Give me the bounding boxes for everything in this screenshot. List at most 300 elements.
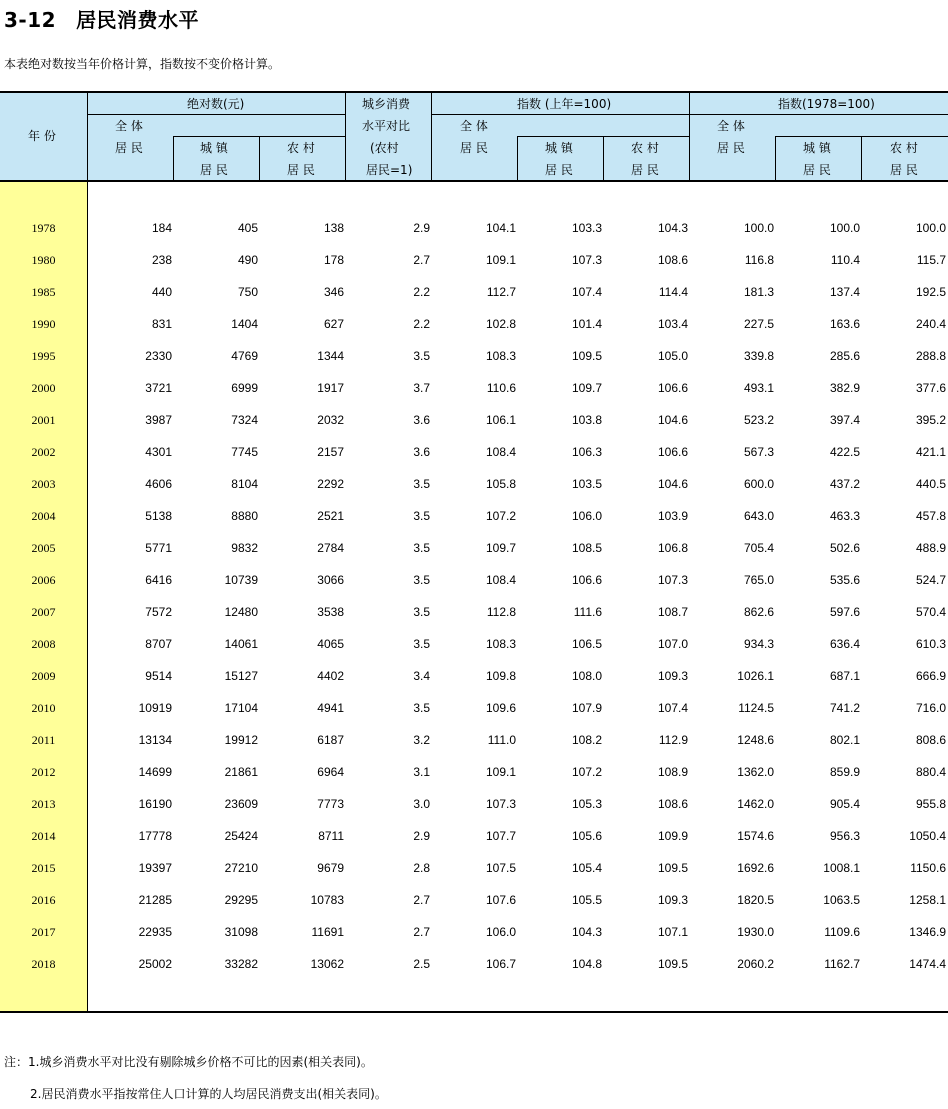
value-cell: 106.7 (485, 957, 516, 971)
header-rural-l2: 居 民 (287, 163, 315, 177)
value-cell: 9514 (145, 669, 172, 683)
value-cell: 184 (151, 221, 172, 235)
value-cell: 101.4 (571, 317, 602, 331)
year-cell: 2010 (31, 701, 56, 715)
value-cell: 1346.9 (909, 925, 946, 939)
value-cell: 1820.5 (737, 893, 774, 907)
value-cell: 8104 (231, 477, 258, 491)
vrule (775, 136, 776, 181)
year-cell: 2008 (31, 637, 56, 651)
year-cell: 2016 (31, 893, 56, 907)
value-cell: 3.2 (413, 733, 430, 747)
value-cell: 105.4 (571, 861, 602, 875)
year-cell: 2013 (31, 797, 56, 811)
rule-top (0, 91, 948, 93)
header-index-prev-group: 指数 (上年=100) (517, 97, 612, 111)
value-cell: 110.4 (830, 253, 860, 267)
value-cell: 108.4 (485, 573, 516, 587)
value-cell: 600.0 (743, 477, 774, 491)
value-cell: 107.1 (657, 925, 688, 939)
value-cell: 10783 (310, 893, 344, 907)
value-cell: 11691 (311, 925, 344, 939)
value-cell: 643.0 (743, 509, 774, 523)
value-cell: 421.1 (915, 445, 946, 459)
value-cell: 2521 (317, 509, 344, 523)
vrule (345, 92, 346, 181)
value-cell: 3.6 (413, 445, 430, 459)
year-cell: 1980 (31, 253, 56, 267)
value-cell: 2060.2 (737, 957, 774, 971)
year-cell: 1985 (31, 285, 56, 299)
value-cell: 178 (323, 253, 344, 267)
value-cell: 1362.0 (737, 765, 774, 779)
value-cell: 137.4 (829, 285, 860, 299)
value-cell: 13134 (138, 733, 172, 747)
value-cell: 3.5 (413, 349, 430, 363)
value-cell: 4941 (317, 701, 344, 715)
header-index-1978-group: 指数(1978=100) (778, 97, 875, 111)
year-cell: 1995 (31, 349, 56, 363)
value-cell: 8711 (318, 829, 344, 843)
value-cell: 705.4 (743, 541, 774, 555)
header-all-l2: 居 民 (460, 141, 488, 155)
value-cell: 108.3 (485, 349, 516, 363)
value-cell: 103.5 (571, 477, 602, 491)
value-cell: 13062 (310, 957, 344, 971)
value-cell: 114.4 (658, 285, 688, 299)
value-cell: 597.6 (829, 605, 860, 619)
value-cell: 440 (151, 285, 172, 299)
value-cell: 112.9 (658, 733, 688, 747)
value-cell: 111.0 (487, 733, 516, 747)
header-urban-l1: 城 镇 (200, 141, 228, 155)
value-cell: 23609 (224, 797, 258, 811)
header-urban-l2: 居 民 (545, 163, 573, 177)
value-cell: 1474.4 (909, 957, 946, 971)
value-cell: 2.2 (413, 317, 430, 331)
value-cell: 1150.6 (910, 861, 946, 875)
value-cell: 570.4 (915, 605, 946, 619)
value-cell: 109.8 (485, 669, 516, 683)
header-ratio-l1: 城乡消费 (362, 97, 411, 111)
rule-group-header (87, 114, 345, 115)
value-cell: 107.2 (485, 509, 516, 523)
year-cell: 2005 (31, 541, 56, 555)
value-cell: 8707 (145, 637, 172, 651)
value-cell: 666.9 (915, 669, 946, 683)
value-cell: 108.5 (571, 541, 602, 555)
value-cell: 1248.6 (737, 733, 774, 747)
value-cell: 934.3 (743, 637, 774, 651)
value-cell: 741.2 (829, 701, 860, 715)
year-cell: 2018 (31, 957, 56, 971)
value-cell: 831 (151, 317, 172, 331)
value-cell: 19397 (138, 861, 172, 875)
value-cell: 108.2 (571, 733, 602, 747)
value-cell: 880.4 (915, 765, 946, 779)
value-cell: 238 (151, 253, 172, 267)
value-cell: 1162.7 (824, 957, 860, 971)
value-cell: 567.3 (743, 445, 774, 459)
header-urban-l1: 城 镇 (545, 141, 573, 155)
value-cell: 107.3 (571, 253, 602, 267)
value-cell: 7572 (145, 605, 172, 619)
value-cell: 8880 (231, 509, 258, 523)
value-cell: 2.9 (413, 829, 430, 843)
value-cell: 105.3 (571, 797, 602, 811)
value-cell: 14699 (138, 765, 172, 779)
value-cell: 1930.0 (737, 925, 774, 939)
value-cell: 110.6 (486, 381, 516, 395)
value-cell: 687.1 (829, 669, 860, 683)
value-cell: 6964 (317, 765, 344, 779)
value-cell: 106.8 (657, 541, 688, 555)
value-cell: 111.6 (573, 605, 602, 619)
value-cell: 859.9 (829, 765, 860, 779)
value-cell: 1124.5 (738, 701, 774, 715)
value-cell: 535.6 (829, 573, 860, 587)
value-cell: 103.3 (571, 221, 602, 235)
value-cell: 457.8 (915, 509, 946, 523)
value-cell: 523.2 (743, 413, 774, 427)
value-cell: 3.5 (413, 637, 430, 651)
value-cell: 107.6 (485, 893, 516, 907)
value-cell: 3987 (145, 413, 172, 427)
value-cell: 15127 (224, 669, 258, 683)
value-cell: 109.1 (485, 253, 516, 267)
value-cell: 377.6 (915, 381, 946, 395)
value-cell: 106.0 (571, 509, 602, 523)
value-cell: 181.3 (743, 285, 774, 299)
value-cell: 397.4 (829, 413, 860, 427)
value-cell: 1344 (317, 349, 344, 363)
value-cell: 31098 (224, 925, 258, 939)
value-cell: 138 (323, 221, 344, 235)
value-cell: 116.8 (744, 253, 774, 267)
header-rural-l1: 农 村 (631, 141, 659, 155)
year-cell: 2009 (31, 669, 56, 683)
value-cell: 106.1 (485, 413, 516, 427)
value-cell: 288.8 (915, 349, 946, 363)
value-cell: 2.9 (413, 221, 430, 235)
value-cell: 488.9 (915, 541, 946, 555)
value-cell: 3.5 (413, 477, 430, 491)
vrule (861, 136, 862, 181)
value-cell: 108.9 (657, 765, 688, 779)
header-urban-l2: 居 民 (200, 163, 228, 177)
value-cell: 395.2 (915, 413, 946, 427)
value-cell: 4769 (231, 349, 258, 363)
value-cell: 2.5 (413, 957, 430, 971)
value-cell: 109.3 (657, 893, 688, 907)
value-cell: 3066 (317, 573, 344, 587)
header-all-l2: 居 民 (717, 141, 745, 155)
header-ratio-l2: 水平对比 (362, 119, 411, 133)
value-cell: 802.1 (829, 733, 860, 747)
value-cell: 716.0 (915, 701, 946, 715)
value-cell: 6999 (231, 381, 258, 395)
year-cell: 2012 (31, 765, 56, 779)
value-cell: 17104 (224, 701, 258, 715)
value-cell: 5138 (145, 509, 172, 523)
value-cell: 25002 (138, 957, 172, 971)
value-cell: 104.8 (571, 957, 602, 971)
header-all-l1: 全 体 (460, 119, 488, 133)
value-cell: 4301 (145, 445, 172, 459)
value-cell: 112.7 (486, 285, 516, 299)
value-cell: 339.8 (743, 349, 774, 363)
value-cell: 108.3 (485, 637, 516, 651)
value-cell: 106.3 (571, 445, 602, 459)
header-all-l1: 全 体 (717, 119, 745, 133)
value-cell: 1692.6 (737, 861, 774, 875)
value-cell: 115.7 (916, 253, 946, 267)
value-cell: 1917 (317, 381, 344, 395)
value-cell: 21861 (224, 765, 258, 779)
value-cell: 107.2 (571, 765, 602, 779)
value-cell: 107.4 (571, 285, 602, 299)
value-cell: 107.0 (657, 637, 688, 651)
value-cell: 463.3 (829, 509, 860, 523)
year-cell: 2011 (31, 733, 56, 747)
value-cell: 112.8 (486, 605, 516, 619)
value-cell: 109.5 (571, 349, 602, 363)
value-cell: 1109.6 (824, 925, 860, 939)
value-cell: 437.2 (829, 477, 860, 491)
value-cell: 105.5 (571, 893, 602, 907)
value-cell: 3.5 (413, 509, 430, 523)
value-cell: 103.9 (657, 509, 688, 523)
value-cell: 1574.6 (737, 829, 774, 843)
value-cell: 2.7 (413, 925, 430, 939)
value-cell: 109.5 (657, 957, 688, 971)
value-cell: 100.0 (915, 221, 946, 235)
value-cell: 1063.5 (823, 893, 860, 907)
value-cell: 2157 (317, 445, 344, 459)
value-cell: 610.3 (915, 637, 946, 651)
vrule (87, 92, 88, 181)
value-cell: 1026.1 (737, 669, 774, 683)
value-cell: 1404 (231, 317, 258, 331)
value-cell: 105.8 (485, 477, 516, 491)
value-cell: 502.6 (829, 541, 860, 555)
value-cell: 240.4 (915, 317, 946, 331)
table-subtitle: 本表绝对数按当年价格计算，指数按不变价格计算。 (4, 57, 281, 71)
header-all-l2: 居 民 (115, 141, 143, 155)
year-cell: 2000 (31, 381, 56, 395)
value-cell: 808.6 (915, 733, 946, 747)
value-cell: 6187 (317, 733, 344, 747)
value-cell: 104.3 (657, 221, 688, 235)
rule-header-bottom (0, 180, 948, 182)
header-absolute-group: 绝对数(元) (187, 97, 245, 111)
year-cell: 1990 (31, 317, 56, 331)
value-cell: 12480 (224, 605, 258, 619)
value-cell: 3.5 (413, 541, 430, 555)
value-cell: 227.5 (743, 317, 774, 331)
value-cell: 109.1 (485, 765, 516, 779)
value-cell: 1462.0 (737, 797, 774, 811)
year-cell: 2014 (31, 829, 56, 843)
value-cell: 14061 (224, 637, 258, 651)
value-cell: 4402 (317, 669, 344, 683)
value-cell: 1050.4 (909, 829, 946, 843)
value-cell: 106.5 (571, 637, 602, 651)
value-cell: 109.7 (485, 541, 516, 555)
value-cell: 107.7 (485, 829, 516, 843)
value-cell: 627 (323, 317, 344, 331)
value-cell: 109.7 (571, 381, 602, 395)
year-cell: 2006 (31, 573, 56, 587)
header-urban-l2: 居 民 (803, 163, 831, 177)
value-cell: 108.4 (485, 445, 516, 459)
value-cell: 3.7 (413, 381, 430, 395)
header-rural-l2: 居 民 (890, 163, 918, 177)
value-cell: 636.4 (829, 637, 860, 651)
value-cell: 750 (237, 285, 258, 299)
value-cell: 1008.1 (823, 861, 860, 875)
value-cell: 955.8 (915, 797, 946, 811)
header-urban-l1: 城 镇 (803, 141, 831, 155)
value-cell: 7745 (231, 445, 258, 459)
value-cell: 104.6 (657, 413, 688, 427)
value-cell: 106.6 (657, 381, 688, 395)
value-cell: 3538 (317, 605, 344, 619)
value-cell: 16190 (138, 797, 172, 811)
value-cell: 108.7 (657, 605, 688, 619)
value-cell: 3.4 (413, 669, 430, 683)
table-number: 3-12 (4, 8, 57, 32)
value-cell: 905.4 (829, 797, 860, 811)
value-cell: 2330 (145, 349, 172, 363)
value-cell: 105.6 (571, 829, 602, 843)
header-year: 年 份 (28, 129, 56, 143)
value-cell: 2.7 (413, 253, 430, 267)
value-cell: 524.7 (915, 573, 946, 587)
value-cell: 490 (237, 253, 258, 267)
value-cell: 4606 (145, 477, 172, 491)
year-cell: 2017 (31, 925, 56, 939)
table-title (4, 4, 199, 33)
value-cell: 103.4 (657, 317, 688, 331)
value-cell: 3.5 (413, 573, 430, 587)
value-cell: 2292 (317, 477, 344, 491)
year-cell: 2002 (31, 445, 56, 459)
value-cell: 100.0 (743, 221, 774, 235)
value-cell: 22935 (138, 925, 172, 939)
header-ratio-l4: 居民=1) (366, 163, 413, 177)
vrule (431, 92, 432, 181)
year-cell: 2015 (31, 861, 56, 875)
year-cell: 2007 (31, 605, 56, 619)
value-cell: 3721 (145, 381, 172, 395)
value-cell: 5771 (145, 541, 172, 555)
vrule (173, 136, 174, 181)
value-cell: 285.6 (829, 349, 860, 363)
value-cell: 106.0 (485, 925, 516, 939)
value-cell: 21285 (138, 893, 172, 907)
value-cell: 109.9 (657, 829, 688, 843)
year-cell: 2004 (31, 509, 56, 523)
value-cell: 107.3 (485, 797, 516, 811)
value-cell: 109.3 (657, 669, 688, 683)
value-cell: 1258.1 (909, 893, 946, 907)
rule-bottom (0, 1011, 948, 1013)
value-cell: 405 (237, 221, 258, 235)
value-cell: 2784 (317, 541, 344, 555)
value-cell: 6416 (145, 573, 172, 587)
value-cell: 2032 (317, 413, 344, 427)
value-cell: 3.5 (413, 701, 430, 715)
value-cell: 103.8 (571, 413, 602, 427)
value-cell: 346 (323, 285, 344, 299)
value-cell: 17778 (138, 829, 172, 843)
value-cell: 3.0 (413, 797, 430, 811)
value-cell: 107.5 (485, 861, 516, 875)
table-name: 居民消费水平 (76, 8, 200, 32)
value-cell: 7324 (231, 413, 258, 427)
header-rural-l2: 居 民 (631, 163, 659, 177)
header-rural-l1: 农 村 (890, 141, 918, 155)
header-ratio-l3: (农村 (370, 141, 399, 155)
value-cell: 108.6 (657, 797, 688, 811)
vrule (689, 92, 690, 181)
header-rural-l1: 农 村 (287, 141, 315, 155)
footnote-2: 2.居民消费水平指按常住人口计算的人均居民消费支出(相关表同)。 (30, 1087, 387, 1101)
value-cell: 104.3 (571, 925, 602, 939)
year-column-background (0, 182, 87, 1012)
value-cell: 105.0 (657, 349, 688, 363)
value-cell: 10919 (138, 701, 172, 715)
value-cell: 2.2 (413, 285, 430, 299)
value-cell: 109.5 (657, 861, 688, 875)
value-cell: 382.9 (829, 381, 860, 395)
value-cell: 19912 (224, 733, 258, 747)
value-cell: 9832 (231, 541, 258, 555)
value-cell: 109.6 (485, 701, 516, 715)
value-cell: 108.6 (657, 253, 688, 267)
value-cell: 192.5 (915, 285, 946, 299)
value-cell: 25424 (224, 829, 258, 843)
value-cell: 107.9 (571, 701, 602, 715)
value-cell: 440.5 (915, 477, 946, 491)
year-cell: 1978 (31, 221, 56, 235)
value-cell: 104.1 (485, 221, 516, 235)
value-cell: 422.5 (829, 445, 860, 459)
value-cell: 862.6 (743, 605, 774, 619)
value-cell: 106.6 (657, 445, 688, 459)
value-cell: 104.6 (657, 477, 688, 491)
value-cell: 10739 (224, 573, 258, 587)
value-cell: 3.5 (413, 605, 430, 619)
year-cell: 2003 (31, 477, 56, 491)
value-cell: 163.6 (829, 317, 860, 331)
value-cell: 493.1 (743, 381, 774, 395)
value-cell: 102.8 (485, 317, 516, 331)
year-cell: 2001 (31, 413, 56, 427)
value-cell: 765.0 (743, 573, 774, 587)
value-cell: 33282 (224, 957, 258, 971)
value-cell: 106.6 (571, 573, 602, 587)
vrule (259, 136, 260, 181)
value-cell: 108.0 (571, 669, 602, 683)
header-all-l1: 全 体 (115, 119, 143, 133)
value-cell: 7773 (317, 797, 344, 811)
value-cell: 29295 (224, 893, 258, 907)
value-cell: 3.6 (413, 413, 430, 427)
footnote-1: 注：1.城乡消费水平对比没有剔除城乡价格不可比的因素(相关表同)。 (4, 1055, 373, 1069)
vrule (603, 136, 604, 181)
